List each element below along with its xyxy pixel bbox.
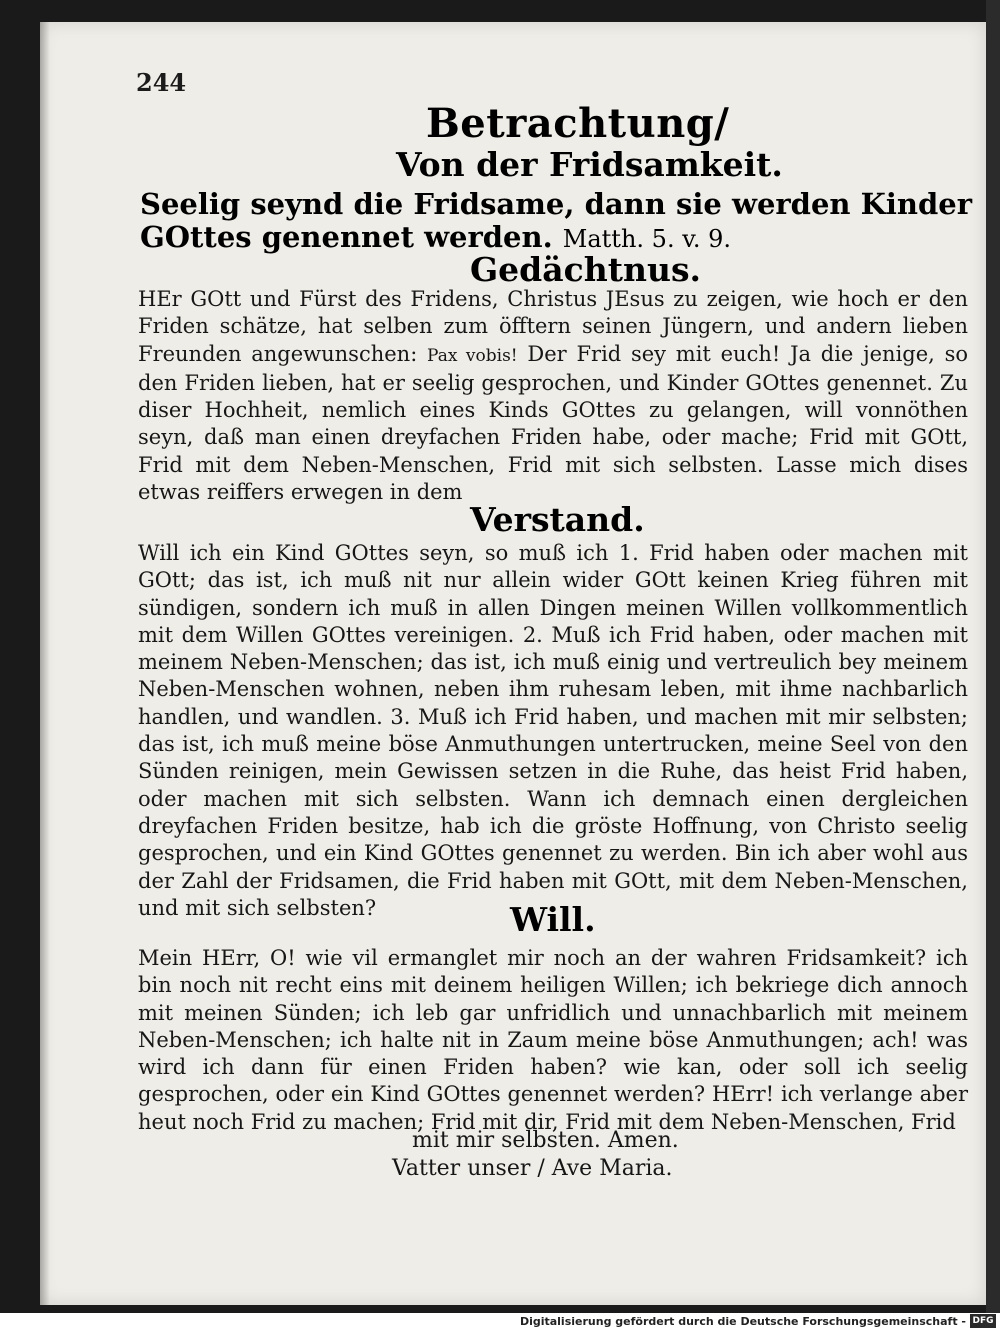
heading-verstand: Verstand. bbox=[470, 500, 645, 539]
paragraph-gedaechtnus-part1: HEr GOtt und Fürst des Fridens, Christus JEsus zu zeigen, wie hoch er den Friden schätze, hat selben zum öfftern seinen Jüngern, und andern lieben Freunden angewunschen: bbox=[138, 287, 968, 366]
paragraph-gedaechtnus bbox=[138, 286, 968, 506]
bible-reference: Matth. 5. v. 9. bbox=[562, 225, 732, 253]
page-subtitle: Von der Fridsamkeit. bbox=[396, 145, 783, 184]
dfg-logo: DFG bbox=[970, 1314, 996, 1328]
scan-edge bbox=[986, 0, 1000, 1313]
paragraph-will: Mein HErr, O! wie vil ermanglet mir noch an der wahren Fridsamkeit? ich bin noch nit recht eins mit deinem heiligen Willen; ich bekriege dich annoch mit meinen Sünden; ich leb gar unfridlich und unnachbarlich mit meinem Neben-Menschen; ich halte nit in Zaum meine böse Anmuthungen; ach! was wird ich dann für einen Friden haben? wie kan, oder soll ich seelig gesprochen, oder ein Kind GOttes genennet werden? HErr! ich verlange aber heut noch Frid zu machen; Frid mit dir, Frid mit dem Neben-Menschen, Frid bbox=[138, 946, 968, 1134]
closing-line: mit mir selbsten. Amen. bbox=[412, 1128, 679, 1153]
heading-gedaechtnus: Gedächtnus. bbox=[470, 250, 702, 289]
heading-will: Will. bbox=[510, 900, 596, 939]
closing-prayer: Vatter unser / Ave Maria. bbox=[392, 1156, 673, 1181]
page-number: 244 bbox=[136, 68, 187, 97]
paragraph-verstand: Will ich ein Kind GOttes seyn, so muß ich 1. Frid haben oder machen mit GOtt; das ist, ich muß nit nur allein wider GOtt keinen Krieg führen mit sündigen, sondern ich muß in allen Dingen meinen Willen vollkommentlich mit dem Willen GOttes vereinigen. 2. Muß ich Frid haben, oder machen mit meinem Neben-Menschen; das ist, ich muß einig und vertreulich bey meinem Neben-Menschen wohnen, neben ihm ruhesam leben, mit ihme nachbarlich handlen, und wandlen. 3. Muß ich Frid haben, und machen mit mir selbsten; das ist, ich muß meine böse Anmuthungen untertrucken, meine Seel von den Sünden reinigen, mein Gewissen setzen in die Ruhe, das heist Frid haben, oder machen mit sich selbsten. Wann ich demnach einen dergleichen dreyfachen Friden besitze, hab ich die gröste Hoffnung, von Christo seelig gesprochen, und ein Kind GOttes genennet zu werden. Bin ich aber wohl aus der Zahl der Fridsamen, die Frid haben mit GOtt, mit dem Neben-Menschen, und mit sich selbsten? bbox=[138, 541, 968, 920]
paragraph-gedaechtnus-part2: Der Frid sey mit euch! Ja die jenige, so den Friden lieben, hat er seelig gesprochen, und Kinder GOttes genennet. Zu diser Hochheit, nemlich eines Kinds GOttes zu gelangen, will vonnöthen seyn, daß man einen dreyfachen Friden habe, oder mache; Frid mit GOtt, Frid mit dem Neben-Menschen, Frid mit sich selbsten. Lasse mich dises etwas reiffers erwegen in dem bbox=[138, 341, 969, 505]
motto bbox=[140, 188, 972, 256]
page-title: Betrachtung/ bbox=[426, 100, 730, 147]
latin-quote: Pax vobis! bbox=[427, 345, 518, 366]
motto-text: Seelig seynd die Fridsame, dann sie werden Kinder GOttes genennet werden. bbox=[140, 187, 972, 254]
footer-credit: Digitalisierung gefördert durch die Deutsche Forschungsgemeinschaft - bbox=[519, 1315, 966, 1328]
page-gutter-shadow bbox=[40, 22, 50, 1305]
